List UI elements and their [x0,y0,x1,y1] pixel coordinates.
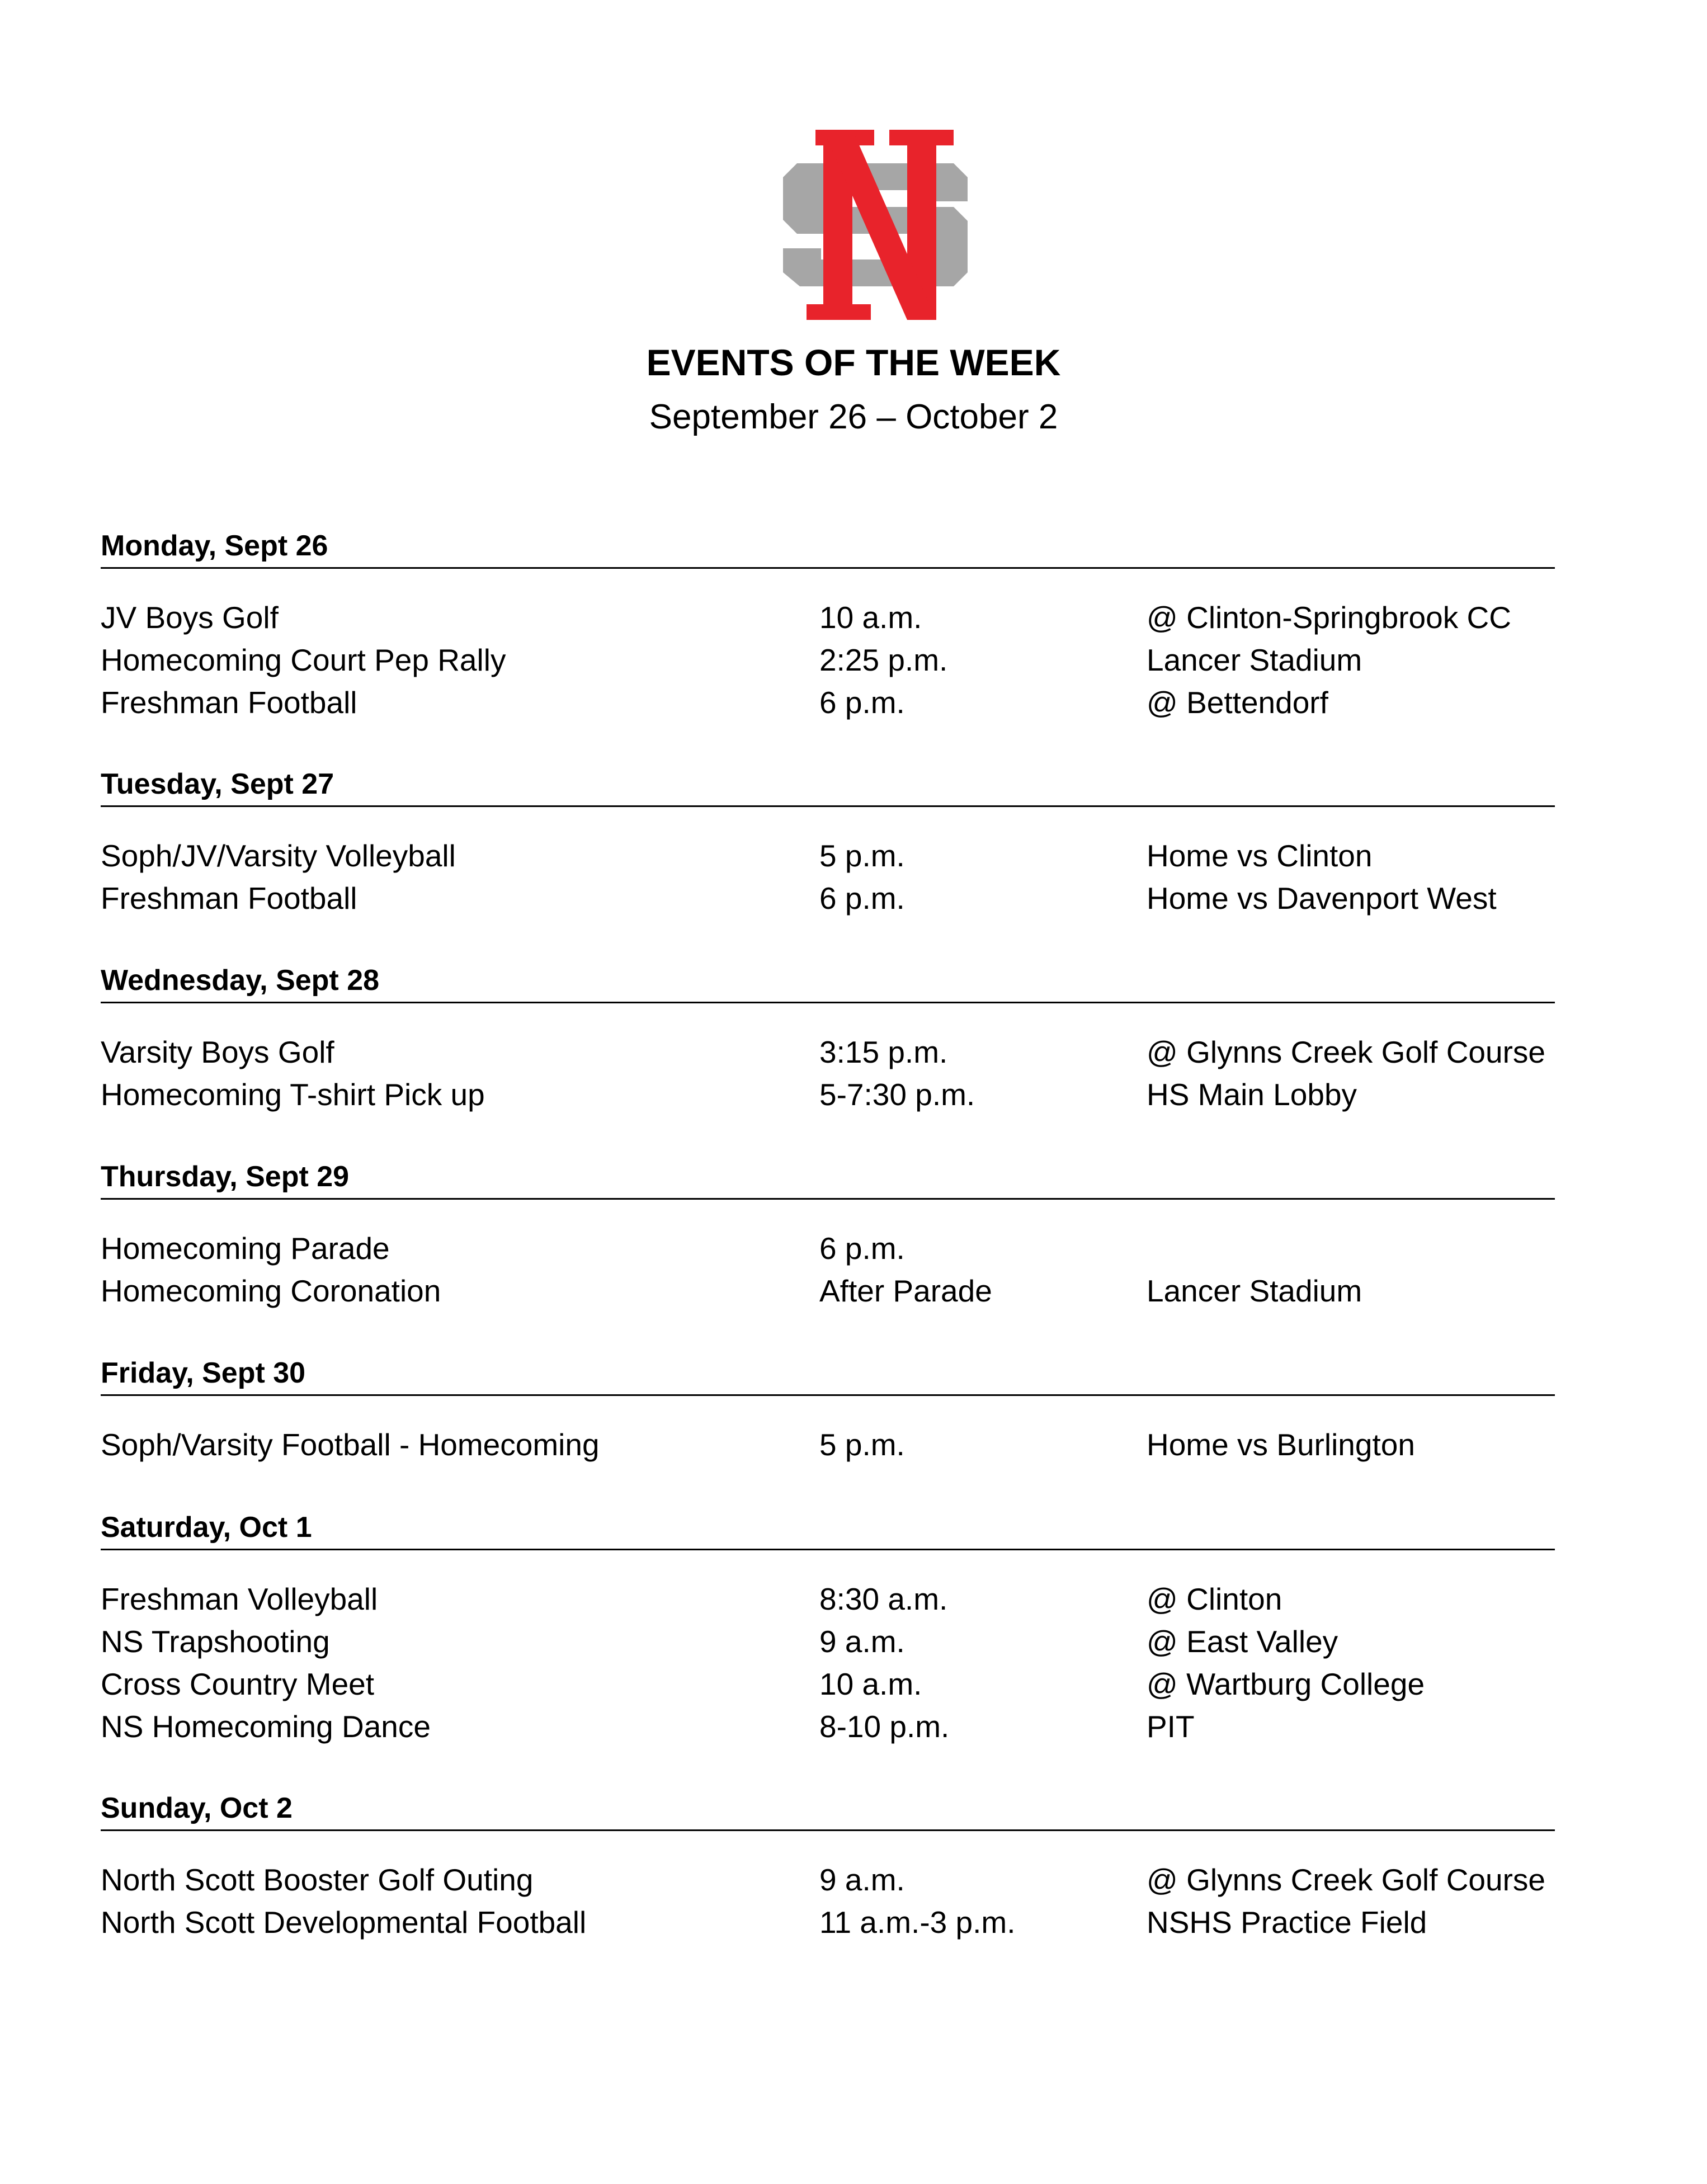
event-name: Homecoming Coronation [101,1273,441,1308]
event-name: Freshman Volleyball [101,1582,378,1616]
event-time: 8:30 a.m. [819,1582,948,1616]
event-name: Homecoming Court Pep Rally [101,643,506,677]
event-name: Soph/Varsity Football - Homecoming [101,1427,600,1462]
day-section-monday [101,528,1555,724]
event-location: @ Clinton [1147,1582,1282,1616]
event-location: Home vs Davenport West [1147,881,1497,916]
day-heading: Sunday, Oct 2 [101,1792,293,1824]
event-time: 6 p.m. [819,1231,905,1266]
divider [101,1549,1555,1550]
event-time: 9 a.m. [819,1624,905,1659]
event-time: 9 a.m. [819,1862,905,1897]
event-location: @ Glynns Creek Golf Course [1147,1862,1546,1897]
event-row [101,1073,1555,1116]
day-heading: Monday, Sept 26 [101,530,328,562]
event-row [101,681,1555,724]
event-time: 2:25 p.m. [819,643,948,677]
event-time: 6 p.m. [819,685,905,720]
event-location: Lancer Stadium [1147,643,1362,677]
event-time: 5 p.m. [819,838,905,873]
event-location: @ Glynns Creek Golf Course [1147,1035,1546,1069]
event-name: Freshman Football [101,685,357,720]
divider [101,567,1555,569]
event-time: 6 p.m. [819,881,905,916]
event-location: NSHS Practice Field [1147,1905,1427,1940]
event-row [101,1227,1555,1270]
event-name: North Scott Developmental Football [101,1905,587,1940]
divider [101,1394,1555,1396]
event-row [101,1578,1555,1620]
date-range: September 26 – October 2 [649,398,1058,436]
day-heading: Saturday, Oct 1 [101,1511,312,1544]
event-location: @ Clinton-Springbrook CC [1147,600,1511,635]
day-section-thursday [101,1159,1555,1312]
day-heading: Tuesday, Sept 27 [101,768,334,800]
event-time: 5 p.m. [819,1427,905,1462]
day-heading: Thursday, Sept 29 [101,1161,350,1193]
event-name: Homecoming Parade [101,1231,390,1266]
event-name: Freshman Football [101,881,357,916]
event-time: 11 a.m.-3 p.m. [819,1905,1016,1940]
day-heading: Friday, Sept 30 [101,1357,306,1389]
event-location: Home vs Clinton [1147,838,1373,873]
event-row [101,1620,1555,1663]
event-location: @ East Valley [1147,1624,1338,1659]
event-location: @ Wartburg College [1147,1667,1425,1701]
day-heading: Wednesday, Sept 28 [101,964,380,997]
event-time: 3:15 p.m. [819,1035,948,1069]
event-name: Cross Country Meet [101,1667,375,1701]
day-section-friday [101,1355,1555,1466]
event-row [101,1705,1555,1748]
event-name: Soph/JV/Varsity Volleyball [101,838,456,873]
event-row [101,596,1555,639]
event-time: After Parade [819,1273,992,1308]
divider [101,805,1555,807]
event-name: Homecoming T-shirt Pick up [101,1077,485,1112]
event-row [101,1901,1555,1944]
event-name: JV Boys Golf [101,600,279,635]
event-row [101,1663,1555,1705]
event-time: 10 a.m. [819,1667,922,1701]
event-location: Home vs Burlington [1147,1427,1415,1462]
event-location: PIT [1147,1709,1195,1744]
event-location: Lancer Stadium [1147,1273,1362,1308]
day-section-sunday [101,1790,1555,1944]
event-row [101,1423,1555,1466]
event-location: HS Main Lobby [1147,1077,1357,1112]
event-location: @ Bettendorf [1147,685,1328,720]
event-name: Varsity Boys Golf [101,1035,334,1069]
event-row [101,877,1555,919]
day-section-wednesday [101,963,1555,1116]
event-time: 8-10 p.m. [819,1709,950,1744]
event-name: NS Homecoming Dance [101,1709,431,1744]
event-name: NS Trapshooting [101,1624,330,1659]
divider [101,1829,1555,1831]
ns-logo [783,130,968,320]
page-title: EVENTS OF THE WEEK [646,342,1061,383]
event-row [101,1270,1555,1312]
event-row [101,834,1555,877]
divider [101,1198,1555,1200]
event-row [101,639,1555,681]
event-row [101,1858,1555,1901]
divider [101,1002,1555,1003]
event-time: 10 a.m. [819,600,922,635]
n-letter-shape [807,130,954,320]
event-row [101,1031,1555,1073]
day-section-tuesday [101,766,1555,919]
day-section-saturday [101,1510,1555,1748]
event-name: North Scott Booster Golf Outing [101,1862,534,1897]
event-time: 5-7:30 p.m. [819,1077,975,1112]
